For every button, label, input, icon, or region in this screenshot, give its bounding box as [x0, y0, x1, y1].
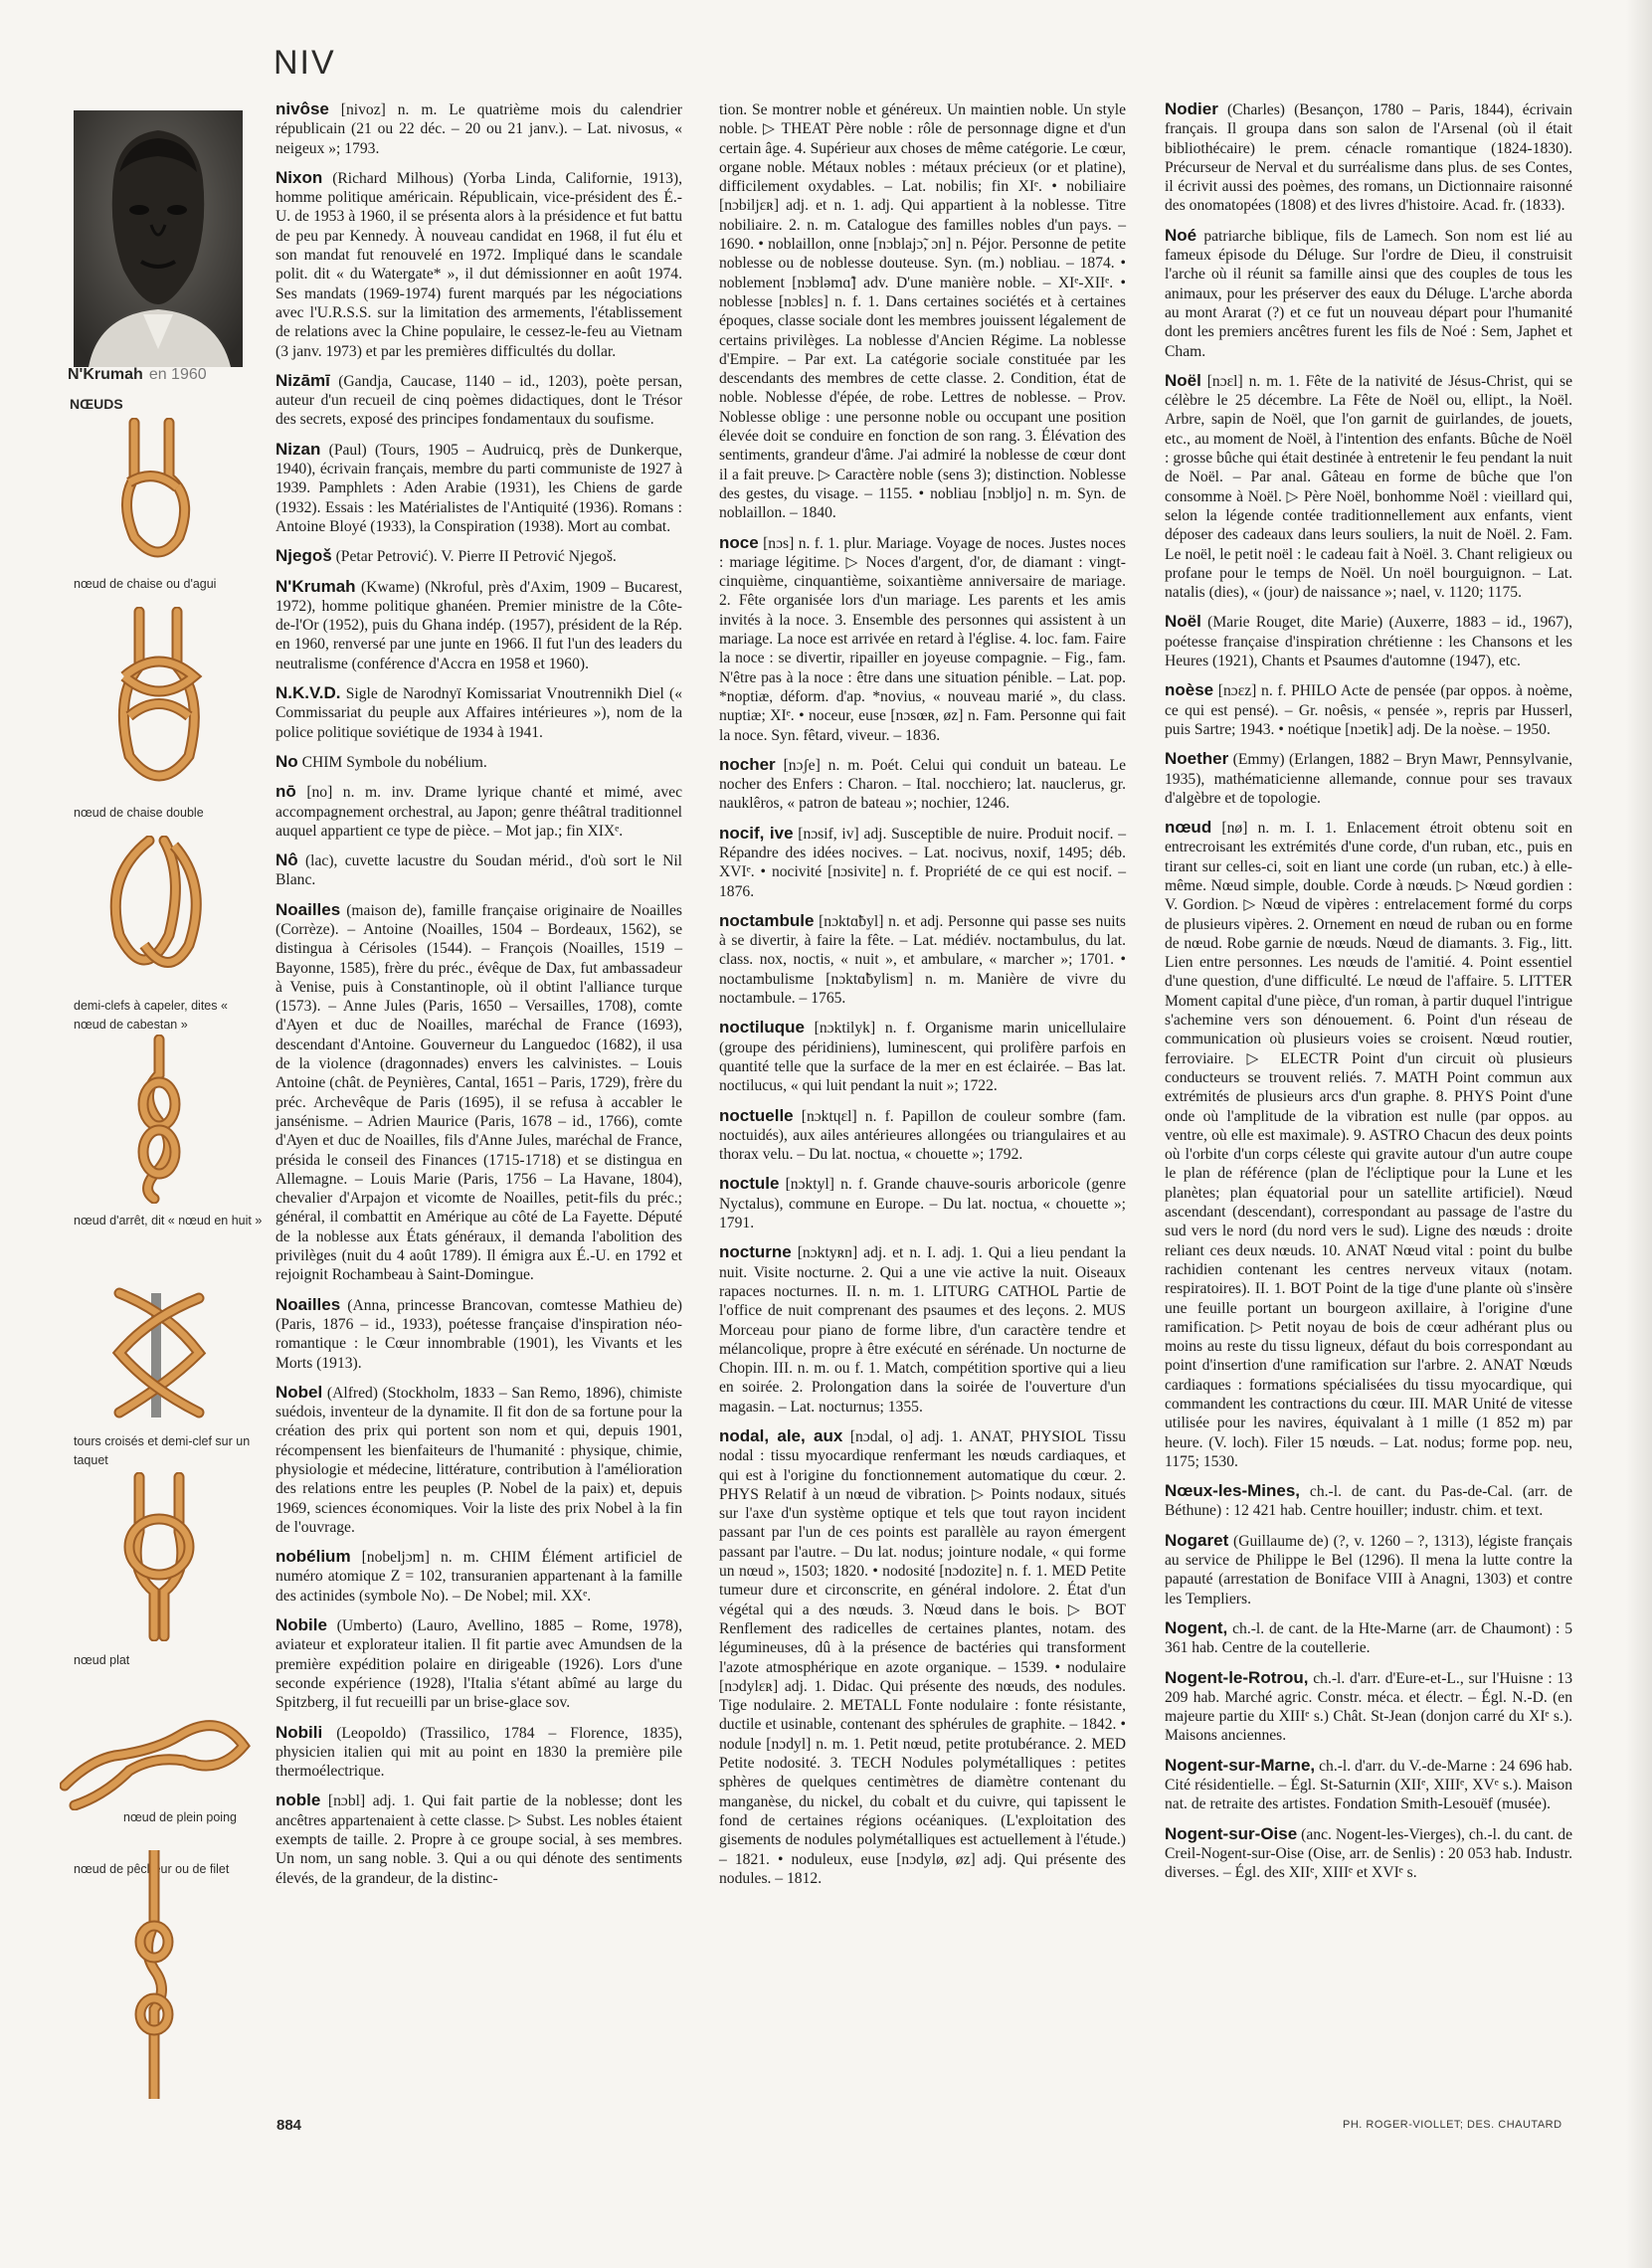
- knot-label-3: demi-clefs à capeler, dites « nœud de cabestan »: [74, 999, 228, 1032]
- entry-text: [nɔbl] adj. 1. Qui fait partie de la noblesse; dont les ancêtres appartenaient à cette classe. ▷ Subst. Les nobles étaient exempts de taille. 2. Propre à ce groupe social, à ses membres. Un nom, un sang noble. 3. Qui a ou qui dénote des sentiments élevés, de la grandeur, de la distinc-: [275, 1793, 682, 1887]
- entry-headword: Noé: [1165, 225, 1197, 245]
- entry-text: [nɔktyl] n. f. Grande chauve-souris arboricole (genre Nyctalus), commune en Europe. – Du lat. noctua, « chouette »; 1791.: [719, 1176, 1126, 1232]
- dictionary-entry: [1165, 1756, 1572, 1814]
- entry-headword: noctambule: [719, 910, 815, 930]
- dictionary-entry: [275, 782, 682, 841]
- entry-text: (Kwame) (Nkroful, près d'Axim, 1909 – Bucarest, 1972), homme politique ghanéen. Premier ministre de la Côte-de-l'Or (1952), puis du Ghana indép. (1957), président de la Rép. en 1960, renversé par une junte en 1966. Il fut l'un des leaders du neutralisme (conférence d'Accra en 1958 et 1960).: [275, 578, 682, 672]
- entry-text: [nɔsif, iv] adj. Susceptible de nuire. Produit nocif. – Répandre des idées nocives. – Lat. nocivus, noxif, 1495; déb. XVIᵉ. • nocivité [nɔsivite] n. f. Propriété de ce qui est nocif. – 1876.: [719, 825, 1126, 900]
- knot-figure-eight-icon: [60, 1035, 259, 1204]
- dictionary-entry: [1165, 1531, 1572, 1608]
- entry-headword: Nobili: [275, 1722, 323, 1742]
- dictionary-entry: [275, 1791, 682, 1887]
- dictionary-entry: [275, 1723, 682, 1782]
- photo-credits: PH. ROGER-VIOLLET; DES. CHAUTARD: [1343, 2119, 1562, 2131]
- entry-text: (Anna, princesse Brancovan, comtesse Mathieu de) (Paris, 1876 – id., 1933), poétesse française d'inspiration néo-romantique : le Cœur innombrable (1901), les Vivants et les Morts (1913).: [275, 1296, 682, 1372]
- knot-cleat-hitch-icon: [60, 1273, 259, 1432]
- entry-headword: nivôse: [275, 99, 329, 118]
- entry-text: [nɔɛz] n. f. PHILO Acte de pensée (par oppos. à noème, ce qui est pensé). – Gr. noêsis, « pensée », repris par Husserl, puis Sartre; 1943. • noétique [nɔetik] adj. De la noèse. – 1950.: [1165, 682, 1572, 738]
- entry-headword: Nobile: [275, 1615, 327, 1635]
- knot-illustration-2: [60, 607, 259, 820]
- entry-text: (Guillaume de) (?, v. 1260 – ?, 1313), légiste français au service de Philippe le Bel (1296). Il mena la lutte contre la papauté (arrestation de Boniface VIII à Anagni, 1303) et contre les Templiers.: [1165, 1532, 1572, 1607]
- entry-headword: Njegoš: [275, 546, 332, 566]
- entry-text: [nɔktɥɛl] n. f. Papillon de couleur sombre (fam. noctuidés), aux ailes antérieures allongées ou triangulaires et au thorax velu. – Du lat. noctua, « chouette »; 1792.: [719, 1107, 1126, 1164]
- entry-text: (Leopoldo) (Trassilico, 1784 – Florence, 1835), physicien italien qui mit au point en 1830 la première pile thermoélectrique.: [275, 1724, 682, 1781]
- entry-text: (Marie Rouget, dite Marie) (Auxerre, 1883 – id., 1967), poétesse française d'inspiration chrétienne : les Chansons et les Heures (1921), Chants et Psaumes d'automne (1947), etc.: [1165, 614, 1572, 670]
- dictionary-entry: [1165, 1618, 1572, 1658]
- portrait-caption: [68, 366, 207, 384]
- knot-illustration-5: [60, 1273, 259, 1467]
- dictionary-entry: [275, 850, 682, 890]
- page-number: 884: [276, 2117, 302, 2134]
- dictionary-entry: [1165, 1668, 1572, 1746]
- entry-text: [nø] n. m. I. 1. Enlacement étroit obtenu soit en entrecroisant les extrémités d'une corde, d'un ruban, etc., puis en tirant sur celles-ci, soit en liant une corde (un ruban, etc.) à elle-même. Nœud simple, double. Corde à nœuds. ▷ Nœud gordien : V. Gordion. ▷ Nœud de vipères : entrelacement formé du corps de plusieurs vipères. 2. Ornement en nœud de ruban ou en forme de nœud. Robe garnie de nœuds. Nœud de diamants. 3. Fig., litt. Lien entre personnes. Les nœuds de l'amitié. 4. Point essentiel d'une question, d'une difficulté. Le nœud de l'affaire. 5. LITTER Moment capital d'une pièce, d'un roman, à partir duquel l'intrigue s'achemine vers son dénouement. 6. Point d'un réseau de communication où plusieurs voies se croisent. Nœud routier, ferroviaire. ▷ ELECTR Point d'un circuit où plusieurs conducteurs se trouvent reliés. 7. MATH Point commun aux extrémités de plusieurs arcs d'un graphe. 8. PHYS Point d'une onde où l'amplitude de la vibration est nulle (par oppos. au ventre, où elle est maximale). 9. ASTRO Chacun des deux points où l'orbite d'un corps céleste qui gravite autour d'un autre coupe le plan de référence (plan de l'écliptique pour la Lune et les planètes; plan équatorial pour un satellite artificiel). Nœud ascendant (descendant), correspondant au passage de l'astre du sud vers le nord (du nord vers le sud). Ligne des nœuds : droite reliant ces deux nœuds. 10. ANAT Nœud vital : point du bulbe rachidien contenant les centres nerveux vitaux (notam. respiratoires). II. 1. BOT Point de la tige d'une plante où s'insère une feuille portant un bourgeon axillaire, à l'origine d'une ramification. ▷ Petit noyau de bois de cœur adhérant plus ou moins au reste du tissu ligneux, défaut du bois correspondant au point d'insertion d'une ramification sur l'arbre. 2. ANAT Nœuds cardiaques : formations spécialisées du tissu myocardique, qui commandent les contractions du cœur. III. MAR Unité de vitesse utilisée pour les navires, équivalant à 1 mille (1 852 m) par heure. (V. loch). Filer 15 nœuds. – Lat. nodus; forme pop. neu, 1175; 1530.: [1165, 820, 1572, 1470]
- knot-illustration-3: [60, 836, 259, 1032]
- entry-headword: noèse: [1165, 680, 1214, 700]
- entry-text: [nɔktilyk] n. f. Organisme marin unicellulaire (groupe des péridiniens), luminescent, qui prolifère parfois en quantité telle que la surface de la mer en est éclairée. – Bas lat. noctilucus, « qui luit pendant la nuit »; 1722.: [719, 1020, 1126, 1095]
- entry-text: Sigle de Narodnyï Komissariat Vnoutrennikh Diel (« Commissariat du peuple aux Affaires intérieures »), nom de la police politique soviétique de 1934 à 1941.: [275, 685, 682, 741]
- entry-headword: nobélium: [275, 1547, 351, 1567]
- knot-illustration-1: [60, 418, 259, 591]
- dictionary-entry: [1165, 818, 1572, 1471]
- entry-text: (Paul) (Tours, 1905 – Audruicq, près de Dunkerque, 1940), écrivain français, membre du parti communiste de 1927 à 1939. Pamphlets : Aden Arabie (1931), les Chiens de garde (1932). Essais : les Matérialistes de l'Antiquité (1936). Romans : Antoine Bloyé (1933), la Conspiration (1938). Mort au combat.: [275, 441, 682, 535]
- entry-text: (Gandja, Caucase, 1140 – id., 1203), poète persan, auteur d'un recueil de cinq poèmes didactiques, dont le Trésor des secrets, exposé des principes fondamentaux du soufisme.: [275, 372, 682, 429]
- entry-headword: nocturne: [719, 1242, 792, 1262]
- dictionary-entry: [719, 911, 1126, 1008]
- dictionary-entry: [275, 1615, 682, 1712]
- entry-text: [nɔʃe] n. m. Poét. Celui qui conduit un bateau. Le nocher des Enfers : Charon. – Ital. nocchiero; lat. nauclerus, gr. nauklêros, « patron de bateau »; nochier, 1246.: [719, 756, 1126, 813]
- entry-headword: nodal, ale, aux: [719, 1426, 843, 1445]
- knot-overhand-loop-icon: [60, 1701, 259, 1810]
- portrait-image: [74, 110, 243, 367]
- entry-headword: No: [275, 751, 298, 771]
- entry-text: [no] n. m. inv. Drame lyrique chanté et mimé, avec accompagnement orchestral, au Japon; genre théâtral traditionnel auquel appartient ce type de pièce. – Mot jap.; fin XIXᵉ.: [275, 784, 682, 840]
- entry-text: [nɔs] n. f. 1. plur. Mariage. Voyage de noces. Justes noces : mariage légitime. ▷ Noces d'argent, d'or, de diamant : vingt-cinquième, cinquantième, soixantième anniversaire de mariage. 2. Fête organisée lors d'un mariage. Les parents et les amis invités à la noce. 3. Ensemble des personnes qui assistent à un mariage. La noce est arrivée en retard à l'église. 4. loc. fam. Faire la noce : se divertir, ripailler en joyeuse compagnie. – Fig., fam. N'être pas à la noce : être dans une situation pénible. – Lat. pop. *noptiæ, déform. d'ap. *novius, « nouveau marié », du class. nuptiæ; XIᵉ. • noceur, euse [nɔsœʀ, øz] n. Fam. Personne qui fait la noce. Syn. fêtard, viveur. – 1836.: [719, 534, 1126, 744]
- dictionary-entry: [719, 755, 1126, 814]
- portrait-photo: [74, 110, 243, 367]
- entry-headword: Nizan: [275, 439, 321, 459]
- entry-text: (anc. Nogent-les-Vierges), ch.-l. du cant. de Creil-Nogent-sur-Oise (Oise, arr. de Senlis) : 20 053 hab. Industr. diverses. – Égl. des XIIᵉ, XIIIᵉ et XVIᵉ s.: [1165, 1825, 1572, 1882]
- dictionary-entry: [275, 99, 682, 158]
- dictionary-entry: [1165, 226, 1572, 361]
- entry-headword: nocif, ive: [719, 823, 794, 843]
- dictionary-entry: [275, 752, 682, 772]
- knot-clove-hitch-icon: [60, 836, 259, 985]
- entry-headword: Noël: [1165, 612, 1201, 632]
- entry-headword: Noailles: [275, 1294, 341, 1314]
- entry-text: (Umberto) (Lauro, Avellino, 1885 – Rome, 1978), aviateur et explorateur italien. Il fit partie avec Amundsen de la première expédition polaire en dirigeable (1926). Lors d'une seconde expérience (1928), l'Italia s'étant abîmé au large du Spitzberg, il fut recueilli par un brise-glace sov.: [275, 1617, 682, 1712]
- knot-fisherman-icon: [60, 1850, 259, 2099]
- dictionary-entry: [275, 440, 682, 536]
- knot-label-4: nœud d'arrêt, dit « nœud en huit »: [74, 1214, 263, 1228]
- entry-text: (lac), cuvette lacustre du Soudan mérid., d'où sort le Nil Blanc.: [275, 852, 682, 889]
- knot-label-2: nœud de chaise double: [74, 806, 204, 820]
- entry-text: ch.-l. de cant. du Pas-de-Cal. (arr. de Béthune) : 12 421 hab. Centre houiller; industr. chim. et text.: [1165, 1483, 1572, 1520]
- entry-headword: noce: [719, 532, 759, 552]
- dictionary-entry: [275, 577, 682, 673]
- knot-label-7: nœud de plein poing: [123, 1810, 237, 1824]
- knot-illustration-7: [60, 1701, 259, 1824]
- knots-sidebar-title: NŒUDS: [70, 396, 123, 412]
- entry-headword: noctule: [719, 1174, 780, 1194]
- entry-headword: Nobel: [275, 1382, 323, 1402]
- entry-headword: noctuelle: [719, 1105, 794, 1125]
- dictionary-entry: [275, 900, 682, 1285]
- text-column-1: [275, 99, 682, 1898]
- entry-text: (maison de), famille française originaire de Noailles (Corrèze). – Antoine (Noailles, 1504 – Bordeaux, 1562), se distingua à Cérisoles (1544). – François (Noailles, 1519 – Bayonne, 1585), frère du préc., évêque de Dax, fut ambassadeur à Venise, puis à Constantinople, où il obtint l'alliance turque (1573). – Anne Jules (Paris, 1650 – Versailles, 1708), comte d'Ayen et duc de Noailles, maréchal de France (1693), descendant d'Antoine. Gouverneur du Languedoc (1682), il usa de la violence (dragonnades) envers les calvinistes. – Louis Antoine (chât. de Peynières, Cantal, 1651 – Paris, 1729), frère du préc. Archevêque de Paris (1695), il se refusa à accabler le jansénisme. – Adrien Maurice (Paris, 1678 – id., 1766), comte d'Ayen et duc de Noailles, fils d'Anne Jules, maréchal de France, présida le conseil des Finances (1715-1718) et se distingua en Allemagne. – Louis Marie (Paris, 1756 – La Havane, 1804), chevalier d'Arpajon et vicomte de Noailles, petit-fils du préc.; général, il combattit en Amérique au côté de La Fayette. Député de la noblesse aux États généraux, il demanda l'abolition des privilèges (nuit du 4 août 1789). Il émigra aux É.-U. en 1792 et rejoignit Rochambeau à Saint-Domingue.: [275, 901, 683, 1284]
- entry-headword: Noether: [1165, 749, 1229, 769]
- dictionary-entry: [719, 533, 1126, 745]
- entry-headword: N'Krumah: [275, 576, 356, 596]
- entry-headword: noble: [275, 1791, 321, 1810]
- knot-double-bowline-icon: [60, 607, 259, 796]
- entry-headword: Noailles: [275, 899, 341, 919]
- entry-headword: nocher: [719, 754, 776, 774]
- entry-headword: Nogent-sur-Oise: [1165, 1823, 1298, 1843]
- dictionary-entry: [719, 1174, 1126, 1232]
- dictionary-entry: [1165, 1481, 1572, 1521]
- dictionary-entry: [275, 168, 682, 361]
- dictionary-entry: [1165, 1824, 1572, 1883]
- dictionary-entry: [719, 99, 1126, 523]
- dictionary-entry: [275, 1547, 682, 1606]
- entry-text: patriarche biblique, fils de Lamech. Son nom est lié au fameux épisode du Déluge. Sur l'ordre de Dieu, il construisit l'arche où il réunit sa famille ainsi que des couples de tous les animaux, pour les préserver des eaux du Déluge. L'arche aborda au mont Ararat (?) et ce fut un nouveau départ pour l'humanité dont les premiers ancêtres furent les fils de Noé : Sem, Japhet et Cham.: [1165, 227, 1572, 360]
- dictionary-entry: [1165, 371, 1572, 603]
- entry-text: (Richard Milhous) (Yorba Linda, Californie, 1913), homme politique américain. Républicain, vice-président des É.-U. de 1953 à 1960, il se présenta alors à la présidence et fut battu de peu par Kennedy. À nouveau candidat en 1968, il fut élu et son mandat fut renouvelé en 1972. Impliqué dans le scandale polit. dit « du Watergate* », il dut démissionner en août 1974. Ses mandats (1969-1974) furent marqués par les négociations avec l'U.R.S.S. sur la limitation des armements, l'établissement de relations avec la Chine populaire, le cessez-le-feu au Vietnam (3 janv. 1973) et par les premières difficultés du dollar.: [275, 169, 683, 360]
- dictionary-entry: [719, 824, 1126, 901]
- entry-text: [nɔɛl] n. m. 1. Fête de la nativité de Jésus-Christ, qui se célèbre le 25 décembre. La Fête de Noël ou, ellipt., la Noël. Arbre, sapin de Noël, que l'on garnit de guirlandes, de jouets, etc., au moment de Noël, à l'intention des enfants. Bûche de Noël : grosse bûche qui était destinée à entretenir le feu pendant la nuit de Noël. – Par anal. Gâteau en forme de bûche que l'on consomme à Noël. ▷ Père Noël, bonhomme Noël : vieillard qui, selon la légende contée traditionnellement aux enfants, vient déposer des cadeaux dans leurs souliers, la nuit de Noël. 2. Fam. Le noël, le petit noël : le cadeau fait à Noël. 3. Chant religieux ou profane pour le temps de Noël. Un noël bourguignon. – Lat. natalis (dies), « (jour) de naissance »; nael, v. 1120; 1175.: [1165, 372, 1572, 602]
- dictionary-entry: [719, 1106, 1126, 1165]
- entry-headword: N.K.V.D.: [275, 683, 341, 703]
- portrait-caption-name: N'Krumah: [68, 366, 143, 383]
- dictionary-entry: [1165, 612, 1572, 670]
- dictionary-entry: [1165, 680, 1572, 739]
- knot-label-5: tours croisés et demi-clef sur un taquet: [74, 1434, 251, 1467]
- knot-bowline-icon: [60, 418, 259, 567]
- dictionary-entry: [719, 1242, 1126, 1417]
- entry-text: [nɔdal, o] adj. 1. ANAT, PHYSIOL Tissu nodal : tissu myocardique renfermant les nœuds cardiaques, et qui est à l'origine du fonctionnement automatique du cœur. 2. PHYS Relatif à un nœud de vibration. ▷ Points nodaux, situés sur l'axe d'un système optique et tels que tout rayon incident passant par l'un de ces points est parallèle au rayon émergent passant par l'autre. – Du lat. nodus; jointure nodale, « qui forme un nœud », 1503; 1820. • nodosité [nɔdozite] n. f. 1. MED Petite tumeur dure et circonscrite, en général indolore. 2. État d'un végétal qui a des nœuds. 3. Nœud dans le bois. ▷ BOT Renflement des radicelles de certaines plantes, notam. des légumineuses, dû à la présence de bactéries qui transforment l'azote atmosphérique en azote organique. – 1539. • nodulaire [nɔdylɛʀ] adj. 1. Didac. Qui présente des nœuds, des nodules. Tige nodulaire. 2. METALL Fonte nodulaire : fonte résistante, ductile et usinable, contenant des sphérules de graphite. – 1842. • nodule [nɔdyl] n. m. 1. Petit nœud, petite protubérance. 2. MED Petite nodosité. 3. TECH Nodules polymétalliques : petites sphères de quelques centimètres de diamètre contenant du manganèse, du nickel, du cobalt et du cuivre, qui tapissent le fond de certaines régions océaniques. (L'exploitation des gisements de nodules polymétalliques est actuellement à l'étude.) – 1821. • noduleux, euse [nɔdylø, øz] adj. Qui présente des nodules. – 1812.: [719, 1428, 1126, 1887]
- knot-label-8: nœud de pêcheur ou de filet: [74, 1862, 230, 1876]
- dictionary-entry: [275, 1383, 682, 1537]
- entry-headword: Nogent,: [1165, 1617, 1228, 1637]
- entry-text: (Petar Petrović). V. Pierre II Petrović Njegoš.: [335, 548, 617, 566]
- text-column-3: [1165, 99, 1572, 1893]
- dictionary-entry: [719, 1426, 1126, 1888]
- dictionary-entry: [275, 683, 682, 742]
- entry-text: ch.-l. de cant. de la Hte-Marne (arr. de Chaumont) : 5 361 hab. Centre de la coutellerie.: [1165, 1619, 1572, 1657]
- knot-illustration-6: [60, 1472, 259, 1667]
- entry-headword: Nogent-le-Rotrou,: [1165, 1667, 1309, 1687]
- entry-headword: Nogaret: [1165, 1530, 1229, 1550]
- text-column-2: [719, 99, 1126, 1898]
- entry-text: [nobeljɔm] n. m. CHIM Élément artificiel de numéro atomique Z = 102, transuranien appartenant à la famille des actinides (symbole No). – De Nobel; mil. XXᵉ.: [275, 1549, 682, 1605]
- knot-reef-icon: [60, 1472, 259, 1641]
- entry-headword: Nô: [275, 850, 298, 870]
- dictionary-entry: [275, 1295, 682, 1373]
- entry-text: CHIM Symbole du nobélium.: [301, 753, 487, 771]
- dictionary-entry: [1165, 749, 1572, 808]
- portrait-caption-year: en 1960: [148, 366, 207, 383]
- entry-text: tion. Se montrer noble et généreux. Un maintien noble. Un style noble. ▷ THEAT Père noble : rôle de personnage digne et d'un certain âge. 4. Supérieur aux choses de même catégorie. Le cœur, organe noble. Métaux nobles : métaux précieux (or et platine), difficilement oxydables. – Lat. nobilis; fin XIᵉ. • nobiliaire [nɔbiljɛʀ] adj. et n. 1. adj. Qui appartient à la noblesse. Titre nobiliaire. 2. n. m. Catalogue des familles nobles d'un pays. – 1690. • noblaillon, onne [nɔblajɔ̃, ɔn] n. Péjor. Personne de petite noblesse ou de noblesse douteuse. Syn. (m.) nobliau. – 1874. • noblement [nɔbləmɑ̃] adv. D'une manière noble. – XIᵉ-XIIᵉ. • noblesse [nɔblɛs] n. f. 1. Dans certaines sociétés et à certaines époques, classe sociale dont les membres jouissent légalement de certains privilèges. La noblesse d'Ancien Régime. La noblesse d'Empire. – Par ext. La catégorie sociale constituée par les descendants des membres de cette classe. 2. Condition, état de noble. Noblesse d'épée, de robe. Lettres de noblesse. – Prov. Noblesse oblige : une personne noble ou occupant une position élevée doit se conduire en fonction de son rang. 3. Élévation des sentiments, grandeur d'âme. J'ai admiré la noblesse de cœur dont il a fait preuve. ▷ Caractère noble (sens 3); distinction. Noblesse des gestes, du visage. – 1155. • nobliau [nɔbljo] n. m. Syn. de noblaillon. – 1840.: [719, 101, 1126, 522]
- entry-headword: Nizāmī: [275, 370, 330, 390]
- entry-text: ch.-l. d'arr. d'Eure-et-L., sur l'Huisne : 13 209 hab. Marché agric. Constr. méca. et électr. – Égl. N.-D. (en majeure partie du XIIIᵉ s.) Chât. St-Jean (donjon carré du XIᵉ s.). Maisons anciennes.: [1165, 1669, 1572, 1745]
- entry-text: (Alfred) (Stockholm, 1833 – San Remo, 1896), chimiste suédois, inventeur de la dynamite. Il fit don de sa fortune pour la création des prix qui portent son nom et qui, depuis 1901, récompensent les bienfaiteurs de l'humanité : physique, chimie, physiologie et médecine, littérature, contribution à l'amélioration des relations entre les peuples (P. Nobel de la paix) et, depuis 1969, sciences économiques. Voir la liste des prix Nobel à la fin de l'ouvrage.: [275, 1384, 682, 1536]
- entry-headword: Nodier: [1165, 99, 1218, 118]
- entry-text: [nɔktyʀn] adj. et n. I. adj. 1. Qui a lieu pendant la nuit. Visite nocturne. 2. Qui a une vie active la nuit. Oiseaux rapaces nocturnes. II. n. m. 1. LITURG CATHOL Partie de l'office de nuit comprenant des psaumes et des leçons. 2. MUS Morceau pour piano de forme libre, d'un caractère tendre et mélancolique, propre à être exécuté en sérénade. Un nocturne de Chopin. III. n. m. ou f. 1. Match, compétition sportive qui a lieu en soirée. 2. Prolongation dans la soirée de l'ouverture d'un magasin. – Lat. nocturnus; 1355.: [719, 1244, 1126, 1416]
- entry-headword: Nœux-les-Mines,: [1165, 1481, 1301, 1501]
- entry-headword: nō: [275, 782, 296, 802]
- dictionary-entry: [1165, 99, 1572, 216]
- entry-headword: Noël: [1165, 370, 1201, 390]
- entry-text: [nɔktɑ̃byl] n. et adj. Personne qui passe ses nuits à se divertir, à faire la fête. – Lat. médiév. noctambulus, du lat. class. nox, noctis, « nuit », et ambulare, « marcher »; 1701. • noctambulisme [nɔktɑ̃bylism] n. m. Manière de vivre du noctambule. – 1765.: [719, 912, 1126, 1008]
- entry-text: ch.-l. d'arr. du V.-de-Marne : 24 696 hab. Cité résidentielle. – Égl. St-Saturnin (XIIᵉ, XIIIᵉ, XVᵉ s.). Maison nat. de retraite des artistes. Fondation Smith-Lesouëf (musée).: [1165, 1757, 1572, 1813]
- dictionary-entry: [719, 1018, 1126, 1095]
- dictionary-entry: [275, 546, 682, 566]
- dictionary-entry: [275, 371, 682, 430]
- page-title: NIV: [274, 44, 336, 82]
- entry-text: (Charles) (Besançon, 1780 – Paris, 1844), écrivain français. Il groupa dans son salon de l'Arsenal (où il était bibliothécaire) le prem. cénacle romantique (1824-1830). Précurseur de Nerval et du surréalisme dans plus. de ses Contes, il écrivit aussi des poèmes, des romans, un Dictionnaire raisonné des onomatopées (1808) et des livres d'histoire. Acad. fr. (1833).: [1165, 101, 1572, 215]
- knot-label-6: nœud plat: [74, 1653, 130, 1667]
- knot-illustration-4: [60, 1035, 263, 1228]
- entry-text: [nivoz] n. m. Le quatrième mois du calendrier républicain (21 ou 22 déc. – 20 ou 21 janv.). – Lat. nivosus, « neigeux »; 1793.: [275, 101, 682, 157]
- entry-headword: Nixon: [275, 167, 323, 187]
- entry-text: (Emmy) (Erlangen, 1882 – Bryn Mawr, Pennsylvanie, 1935), mathématicienne allemande, connue pour ses travaux d'algèbre et de topologie.: [1165, 751, 1572, 807]
- knot-label-1: nœud de chaise ou d'agui: [74, 577, 217, 591]
- entry-headword: Nogent-sur-Marne,: [1165, 1755, 1316, 1775]
- entry-headword: nœud: [1165, 818, 1212, 838]
- entry-headword: noctiluque: [719, 1018, 805, 1038]
